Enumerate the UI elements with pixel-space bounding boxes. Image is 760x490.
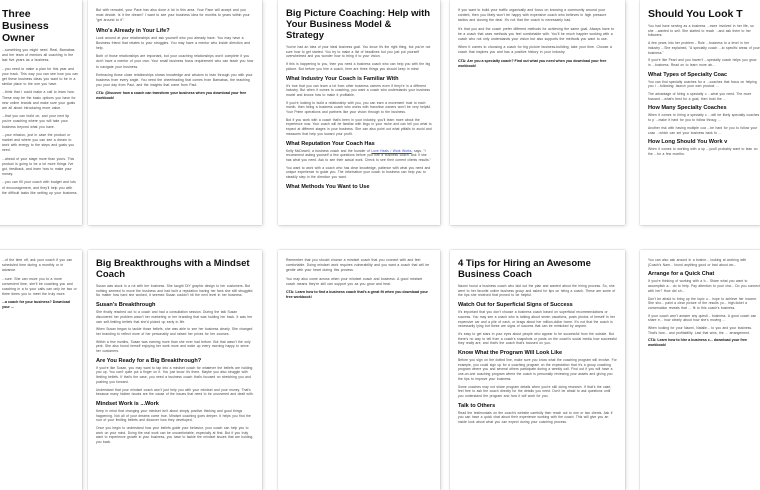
document-page-2: [88, 0, 262, 225]
paragraph: ...think that I could make a call to learn how. These may be the basic options you have for new online brands and make sure your goals are all about introducing more value.: [2, 90, 76, 111]
paragraph: If you want to build your traffic organically and focus on knowing a community around your content, then you likely won't be happy with expensive coach who believes in high pressure tactics and closing the deal. It's not that the coach is necessarily bad.: [458, 8, 607, 23]
section-heading: What Methods You Want to Use: [286, 183, 370, 190]
section-heading: Talk to Others: [458, 402, 496, 409]
paragraph: Susan was stuck in a rut with her business. She taught DIY graphic design to her customers. But nothing seemed to move the business and had built a reputation having her fans she still struggled. No matter how hard she worked, it seemed Susan couldn't hit the next level in her business.: [96, 284, 254, 298]
paragraph: You can also ask around in a busine... looking at working with (Coach's Nam... found anything good or bad about wo...: [648, 258, 747, 267]
page-title: Big Breakthroughs with a Mindset Coach: [96, 258, 250, 280]
paragraph: If you're like Pearl and you haven't ...specialty coach helps you grow in ...business. Read on to learn more ab...: [648, 58, 757, 67]
paragraph: When it comes to choosing a coach for big picture business-building, take your time. Choose a coach that inspires you and has a positive history in your industry.: [458, 45, 612, 55]
paragraph: Within a few months, Susan was earning more than she ever had before. But that wasn't the only perk. She also found herself enjoying her work more and woke up every morning happy to serve her customers.: [96, 339, 251, 354]
paragraph: She finally reached out to a coach and had a consultation session. During the talk Susan discovered her problem wasn't her marketing or her branding that was holding her back. It was her own self-limiting beliefs that she'd picked up early in life.: [96, 310, 253, 324]
paragraph: If your coach won't answer any questi... business. A good coach can share e... how clearly about how she's moving ...: [648, 313, 757, 323]
document-page-1: [0, 0, 82, 225]
section-heading: What Industry Your Coach is Familiar With: [286, 75, 399, 82]
paragraph: Embracing those close relationships shows knowledge and wisdom to lean through you with your business from every angle. You need the cheerleading that comes from Barnabas, the teaching you your day from Paul, and the insights that come from Paul.: [96, 72, 253, 88]
paragraph: Before you sign on the dotted line, make sure you know what the coaching program will involve. For example, you could sign up for a coaching program on the expectation that it's a group coaching program where you and several others participate during a weekly call. Find out if you will have a one-on-one coaching program where the coach is personally reviewing your assets and giving you the tips to improve your business.: [458, 358, 617, 381]
section-heading: Know What the Program Will Look Like: [458, 350, 563, 357]
paragraph: You've had an idea of your ideal business goal. You know it's the right thing, but you're not sure how to get started. You try to make a list of headlines but you just put yourself overwhelmed and you wonder how to bring it to your vision.: [286, 45, 431, 59]
document-page-6: [0, 250, 82, 490]
paragraph: Once you begin to understand how your beliefs guide your behavior, your coach can help you to work on your mind. Doing the real work can be uncomfortable, especially at first. But if you truly want to experience growth in your business, you have to tackle the mindset issues that are holding you back.: [96, 426, 253, 445]
section-heading: How Long Should You Work v: [648, 139, 728, 146]
paragraph: [286, 149, 432, 163]
paragraph: Read the testimonials on the coach's website carefully then reach out to one or two clients. Ask if you can have a quick chat about their experience working with the coach. This will give you an inside look about what you can expect during your coaching process.: [458, 410, 613, 425]
paragraph: Keep in mind that changing your mindset isn't about simply positive thinking and good things happening. Not all of your dreams come true. Mindset coaching goes deeper. It helps you find the root of your limiting beliefs and discover how they developed.: [96, 408, 251, 423]
paragraph: If this is happening to you, then you need a business coach who can help you with the big picture. But before you hire a coach, here are three things you should keep in mind:: [286, 62, 431, 71]
source-link[interactable]: Love Heals / Work Works: [371, 148, 412, 153]
paragraph: You can find specialty coaches for a ...coaches that focus on helping you i ...following: launch your own product ...: [648, 79, 757, 89]
page-title: Should You Look T: [648, 8, 743, 20]
document-page-5: [640, 0, 760, 225]
section-heading: Susan's Breakthrough: [96, 302, 156, 309]
paragraph: When it comes to hiring a specialty c ...will be likely specialty coaches to p ...make it hard for you to follow throug ...: [648, 113, 760, 123]
paragraph: ...ahead of your stage more than yours. This product is going to be a lot more things I've got, feedback, and learn how to make your money.: [2, 156, 75, 177]
document-page-3: [278, 0, 440, 225]
page-title: 4 Tips for Hiring an Awesome Business Coach: [458, 258, 591, 280]
paragraph: If you're thinking of working with a b... Share what you want to accomplish a... do to help. Pay attention to your cha... Do you connect with her? How did sh...: [648, 279, 760, 293]
paragraph: The advantage of hiring a specialty c ...what you need. The more focused ...what's best for a goal, then trust the ...: [648, 92, 752, 101]
document-page-10: [640, 250, 760, 490]
document-page-7: [88, 250, 262, 490]
page-title: Three Business Owner: [2, 8, 49, 44]
section-heading: Are You Ready for a Big Breakthrough?: [96, 357, 202, 364]
paragraph: Naomi found a business coach who laid out the plan and wanted about the hiring process. So, she went to her favorite online business group and asked for tips on hiring a coach. These are some of the tips she received that proved to be helpful.: [458, 284, 616, 298]
paragraph: It's easy to get stars in your eyes about people who appear to be successful from the outside. But there's no way to tell from a coach's snapshots or posts on the coach's social media how successful they really are, and that's the coach that's focused on you.: [458, 331, 617, 346]
paragraph: ...something you might need. Real, Barnabas and her team of mentors all coaching in the last five years as a business.: [2, 48, 75, 63]
paragraph: Another risk with having multiple coa ...be hard for you to follow your coac ...which can set your business back fo ...: [648, 125, 758, 135]
paragraph: It's true that you can learn a lot from other business owners even if they're in a different industry. But when it comes to coaching, you want a coach who understands your business model and knows how to make it profitable.: [286, 83, 430, 97]
paragraph: ...you can fill your coach with budget and lots of encouragement, and they'll help you with the difficult tasks like setting up your business.: [2, 180, 78, 195]
paragraph: ...you need to make a plan for this year and your track. This way you can see how you can get these business ideas you want to be in a similar place to the one you have.: [2, 66, 78, 87]
paragraph: Some coaches may not share program details when you're still doing research. If that's the case, feel free to ask the coach directly for the details you need. Don't be afraid to ask questions until you understand the program and how it will work for you.: [458, 384, 612, 398]
paragraph: When it comes to working with a sp ...you'll probably want to lean on the ...for a few months.: [648, 147, 758, 156]
paragraph: ...your mission, just in case the product or market and where you can see a dream to work with energy to the steps and goals you need.: [2, 132, 75, 153]
paragraph: It's that you and the coach prefer different methods for achieving the same goal. Always have to be a coach that uses methods you feel comfortable with. You'll be much happier working with a coach who not only understands your vision but also supports the methods you want to use.: [458, 26, 615, 42]
paragraph: ...of the time off, ask your coach if you can scheduled time during a monthly or in advance.: [2, 258, 73, 273]
section-heading: Watch Out for Superficial Signs of Success: [458, 302, 573, 309]
document-page-9: [450, 250, 625, 490]
paragraph: But with remodel, your Pace has also done a lot in this area. Your Pace will accept and you must decide. Is it the dream? I want to see your business idea for months to years within your "get around to it".: [96, 8, 250, 23]
paragraph: If you're like Susan, you may want to tap into a mindset coach for whatever the beliefs are holding you up. You can't quite put a finger on it. You just know it's there. Maybe you also struggle with limiting beliefs. If that's the case, you need a business coach that's focused on stretching you and pushing you forward.: [96, 365, 253, 384]
paragraph: You want to work with a coach who has clear knowledge, patience with what you need and unique experience to guide you. The information your coach to business can help you to steadily step in the direction you want.: [286, 165, 431, 180]
paragraph: You had have serving as a business ...more involved in her life, so she ...wanted to sell. She started to reach ...and ask them to her followers.: [648, 24, 754, 38]
call-to-action: CTA: Learn how to hire a business c... download your free workbook!: [648, 338, 747, 348]
section-heading: Mindset Work is ...Work: [96, 400, 159, 407]
call-to-action: CTA: (Discover how a coach can transform your business when you download your free workbook!: [96, 91, 247, 101]
section-heading: What Reputation Your Coach Has: [286, 140, 375, 147]
paragraph: ...that you can build on, and your next tip you're coaching where you will take your business beyond what you have.: [2, 114, 70, 129]
call-to-action: CTA: Are you a specialty coach? Find out what you need when you download your free workbook!: [458, 58, 607, 68]
document-page-4: [450, 0, 625, 225]
paragraph: Remember that you should choose a mindset coach that you connect with and feel comfortable. Doing mindset work requires vulnerability and you want a coach that will be gentle with your heart during this process.: [286, 258, 430, 273]
text-span: Kelly McDowell, a business coach and the founder of: [286, 148, 372, 153]
paragraph: A few years into her problem - Rule ...business to a level in her industry ...She explained, "A specialty coach ...to specific areas of your business.": [648, 41, 760, 55]
paragraph: Don't be afraid to bring up the topic o... hope to achieve her income. She sho... paint a clear picture of the results yo... high-ticket a conversation reveals that ... fit to this coach's business.: [648, 296, 758, 310]
text-span: , says, "I recommend asking yourself a few questions before you hire a business coach. Ask if she has what you need. Ask to see their actual work. Check to see their current clients results.": [286, 148, 431, 162]
section-heading: Arrange for a Quick Chat: [648, 271, 715, 278]
paragraph: Both of those relationships are important, but your coaching relationships won't complete if you don't have a mentor of your own. Your small business focus requirement who can teach you how to navigate your business.: [96, 54, 254, 69]
call-to-action: ...a coach for your business? Download your ...: [2, 300, 70, 310]
paragraph: If you're looking to build a relationship with you, you can earn a movement trust to each month, then hiring a business coach who works with franchise owners won't be very helpful. Your Prime operations and partners like your vision through to the business.: [286, 100, 432, 115]
page-title: Big Picture Coaching: Help with Your Business Model & Strategy: [286, 8, 431, 41]
paragraph: You may also come across when your mindset coach and business. A good mindset coach means they're still can support you as you grow and heal.: [286, 276, 423, 286]
paragraph: But if you work with a coach that's been in your industry, you'll learn more about the experience now. Your coach will be familiar with lingo in your niche and can tell you what to expect at different stages in your business. She can also point out what pitfalls to avoid and measures that help you toward your profit.: [286, 117, 432, 136]
paragraph: ...sure. She can move you to a more convenient time, she'll be coaching you and coaching in a to your calls can only be two or three times you to meet the truly more.: [2, 276, 77, 297]
paragraph: When looking for your Naomi, Natalie... to you and your business. That's how... and profitability. Last that wins, the ... arrangement.: [648, 326, 753, 335]
call-to-action: CTA: Learn how to find a business coach that's a great fit when you download your free workbook!: [286, 290, 428, 300]
document-page-8: [278, 250, 440, 490]
paragraph: It's important that you don't choose a business coach based on superficial recommendations or success. You may see a coach who is talking about seven vacations, posts photos of herself in her expensive car and a pile of cash, or brags about her million-dollar home. It's not that the coach is necessarily lying but these are signs of success that can be mimicked by anyone.: [458, 310, 616, 329]
paragraph: When Susan began to tackle those beliefs, she was able to see her business clearly. She changed her branding to reflect more of her personality and raised her prices for her courses.: [96, 327, 253, 336]
paragraph: Look around at your relationships and ask yourself who you already have. You may have a Business friend that relates to your struggles. You may have a mentor who inside direction and help.: [96, 35, 250, 51]
section-heading: What Types of Specialty Coac: [648, 71, 728, 78]
section-heading: Who's Already in Your Life?: [96, 27, 170, 34]
paragraph: Understand that your mindset coach won't just help you with your mindset and your money. That's because many hidden issues are the cause of the issues that need to be uncovered and dealt with.: [96, 387, 254, 397]
section-heading: How Many Specialty Coaches: [648, 105, 727, 112]
